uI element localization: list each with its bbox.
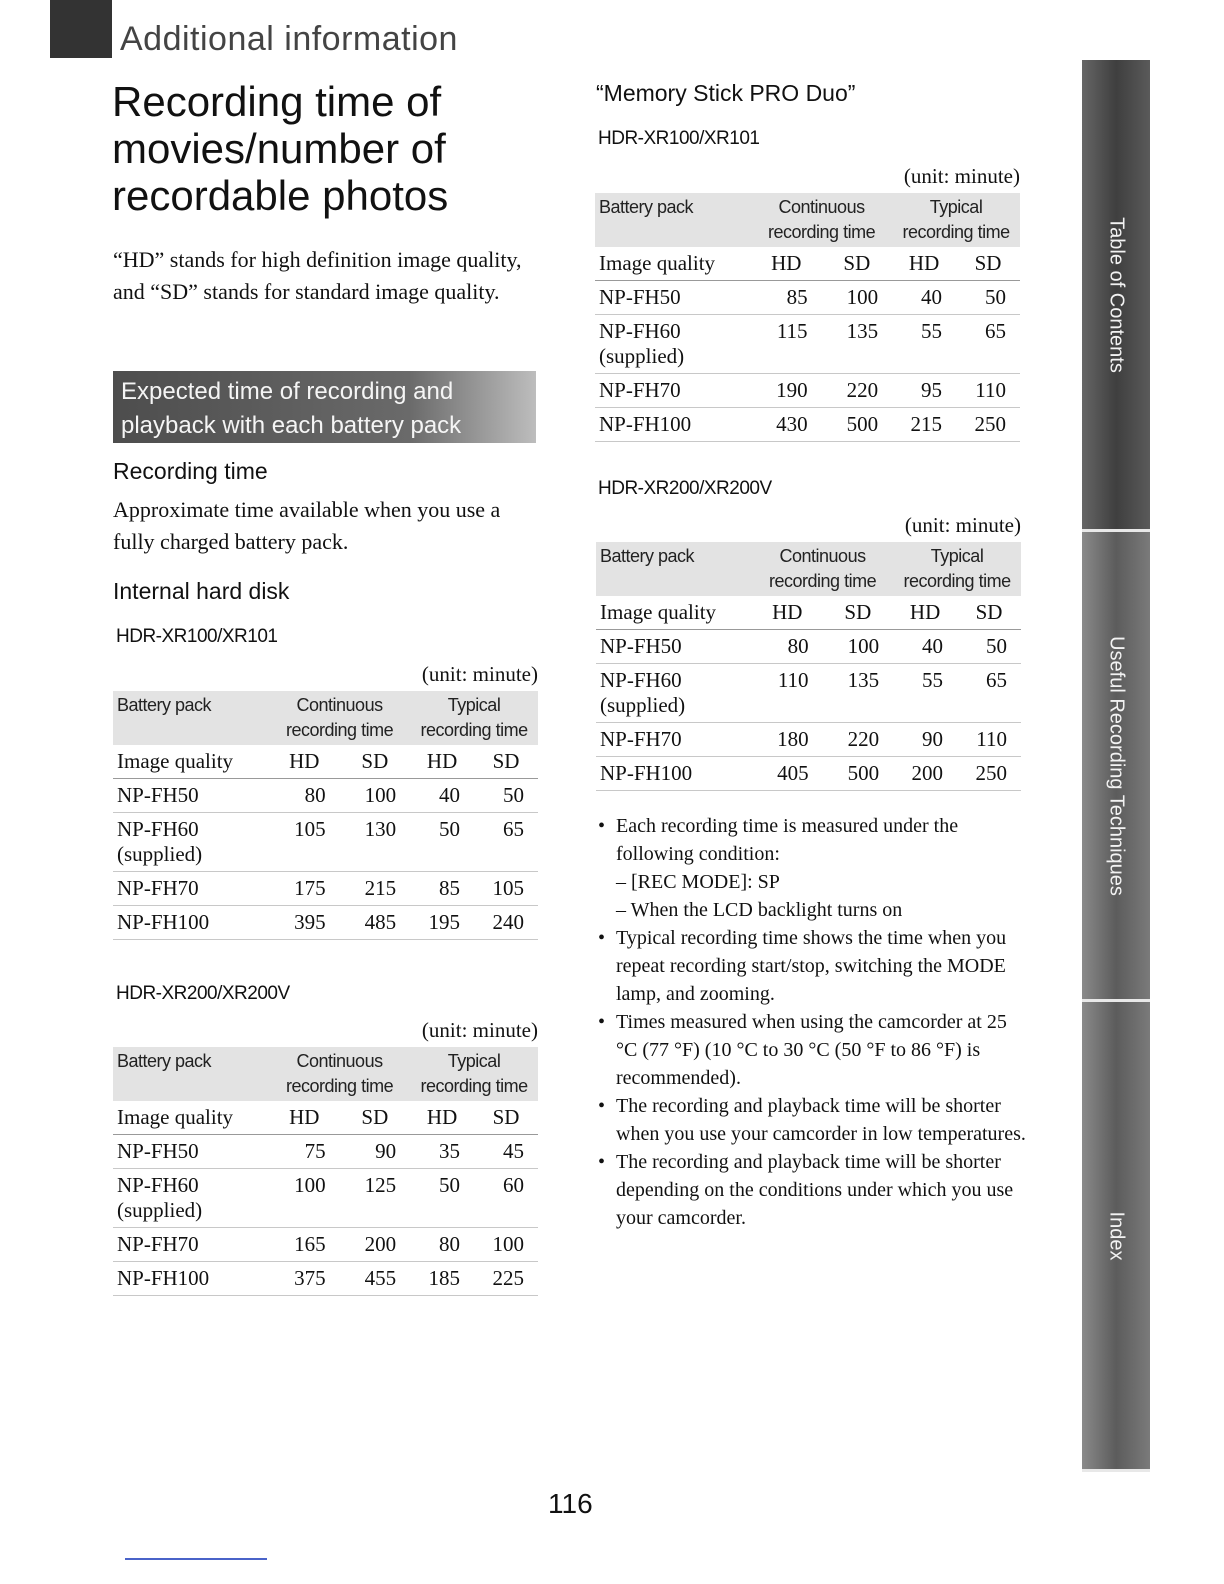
col-continuous: Continuous recording time: [269, 691, 410, 745]
notes-list: [596, 812, 1026, 1232]
model-heading: HDR-XR200/XR200V: [598, 478, 772, 499]
section-title: Additional information: [120, 20, 458, 58]
battery-name: NP-FH50: [113, 1135, 269, 1169]
typical-hd: 55: [892, 315, 956, 374]
table-header-row: [113, 691, 538, 745]
recording-time-heading: Recording time: [113, 458, 268, 484]
table-row: [595, 408, 1020, 442]
quality-sd: SD: [474, 745, 538, 779]
battery-name: NP-FH100: [113, 906, 269, 940]
col-battery-pack: Battery pack: [595, 193, 751, 247]
note-text: Each recording time is measured under the following condition:: [616, 815, 959, 865]
footer-rule: [125, 1558, 267, 1560]
continuous-hd: 80: [752, 630, 823, 664]
tab-table-of-contents[interactable]: [1082, 60, 1150, 532]
table-row: [113, 1135, 538, 1169]
quality-sd: SD: [822, 247, 893, 281]
typical-sd: 50: [956, 281, 1020, 315]
table-row: [596, 757, 1021, 791]
typical-sd: 50: [474, 779, 538, 813]
quality-sd: SD: [474, 1101, 538, 1135]
continuous-hd: 430: [751, 408, 822, 442]
intro-text: “HD” stands for high definition image quality, and “SD” stands for standard image quality.: [113, 247, 522, 304]
typical-sd: 240: [474, 906, 538, 940]
col-typical: Typical recording time: [410, 1047, 538, 1101]
tab-label: Useful Recording Techniques: [1105, 635, 1128, 896]
page-title: Recording time of movies/number of recordable photos: [112, 78, 449, 219]
col-continuous: Continuous recording time: [751, 193, 892, 247]
note-item: [596, 812, 1026, 924]
col-typical: Typical recording time: [892, 193, 1020, 247]
typical-hd: 40: [892, 281, 956, 315]
quality-label: Image quality: [596, 596, 752, 630]
continuous-hd: 405: [752, 757, 823, 791]
quality-hd: HD: [752, 596, 823, 630]
battery-name: NP-FH50: [596, 630, 752, 664]
quality-label: Image quality: [113, 1101, 269, 1135]
continuous-hd: 110: [752, 664, 823, 723]
internal-disk-heading: Internal hard disk: [113, 578, 290, 604]
continuous-sd: 100: [822, 281, 893, 315]
continuous-sd: 500: [822, 408, 893, 442]
typical-sd: 60: [474, 1169, 538, 1228]
page-number: 116: [548, 1488, 593, 1519]
battery-name: NP-FH100: [596, 757, 752, 791]
quality-hd: HD: [893, 596, 957, 630]
continuous-hd: 165: [269, 1228, 340, 1262]
typical-hd: 215: [892, 408, 956, 442]
battery-name: NP-FH70: [595, 374, 751, 408]
continuous-hd: 180: [752, 723, 823, 757]
typical-sd: 45: [474, 1135, 538, 1169]
battery-name: NP-FH70: [113, 872, 269, 906]
battery-name: NP-FH100: [113, 1262, 269, 1296]
battery-table: [595, 193, 1020, 442]
unit-note: (unit: minute): [904, 513, 1021, 537]
col-typical: Typical recording time: [410, 691, 538, 745]
continuous-hd: 175: [269, 872, 340, 906]
continuous-sd: 100: [340, 779, 411, 813]
continuous-sd: 200: [340, 1228, 411, 1262]
typical-hd: 50: [410, 1169, 474, 1228]
tab-useful-recording-techniques[interactable]: [1082, 532, 1150, 1002]
battery-name: NP-FH60 (supplied): [113, 1169, 269, 1228]
col-battery-pack: Battery pack: [113, 1047, 269, 1101]
typical-hd: 40: [410, 779, 474, 813]
continuous-sd: 135: [822, 315, 893, 374]
typical-sd: 110: [956, 374, 1020, 408]
note-sub-item: – When the LCD backlight turns on: [616, 899, 903, 921]
note-item: • The recording and playback time will be shorter when you use your camcorder in low temperatures.: [596, 1092, 1026, 1148]
typical-sd: 65: [957, 664, 1021, 723]
quality-sd: SD: [340, 745, 411, 779]
table-row: [113, 872, 538, 906]
note-item: • Times measured when using the camcorder at 25 °C (77 °F) (10 °C to 30 °C (50 °F to 86 °F) is recommended).: [596, 1008, 1026, 1092]
quality-hd: HD: [410, 1101, 474, 1135]
continuous-hd: 80: [269, 779, 340, 813]
col-battery-pack: Battery pack: [596, 542, 752, 596]
continuous-hd: 75: [269, 1135, 340, 1169]
quality-row: [113, 1101, 538, 1135]
table-header-row: [113, 1047, 538, 1101]
typical-hd: 195: [410, 906, 474, 940]
model-heading: HDR-XR100/XR101: [598, 128, 760, 149]
continuous-sd: 220: [822, 374, 893, 408]
typical-hd: 35: [410, 1135, 474, 1169]
typical-hd: 185: [410, 1262, 474, 1296]
tab-label: Table of Contents: [1105, 216, 1128, 373]
quality-row: [596, 596, 1021, 630]
continuous-hd: 395: [269, 906, 340, 940]
unit-note: (unit: minute): [421, 1018, 538, 1042]
quality-hd: HD: [892, 247, 956, 281]
typical-hd: 200: [893, 757, 957, 791]
table-row: [595, 315, 1020, 374]
table-row: [113, 1169, 538, 1228]
typical-hd: 40: [893, 630, 957, 664]
col-typical: Typical recording time: [893, 542, 1021, 596]
table-row: [596, 630, 1021, 664]
col-continuous: Continuous recording time: [752, 542, 893, 596]
continuous-sd: 485: [340, 906, 411, 940]
battery-name: NP-FH50: [595, 281, 751, 315]
typical-hd: 95: [892, 374, 956, 408]
typical-hd: 50: [410, 813, 474, 872]
table-row: [596, 723, 1021, 757]
quality-row: [595, 247, 1020, 281]
typical-sd: 105: [474, 872, 538, 906]
typical-hd: 55: [893, 664, 957, 723]
battery-name: NP-FH70: [596, 723, 752, 757]
continuous-hd: 190: [751, 374, 822, 408]
battery-table-block: [596, 513, 1021, 791]
quality-hd: HD: [269, 745, 340, 779]
tab-index[interactable]: [1082, 1002, 1150, 1472]
table-header-row: [595, 193, 1020, 247]
battery-table-block: [113, 662, 538, 940]
quality-sd: SD: [957, 596, 1021, 630]
table-row: [595, 374, 1020, 408]
table-row: [113, 1262, 538, 1296]
typical-sd: 250: [956, 408, 1020, 442]
typical-sd: 65: [474, 813, 538, 872]
battery-name: NP-FH100: [595, 408, 751, 442]
note-item: • Typical recording time shows the time when you repeat recording start/stop, switching the MODE lamp, and zooming.: [596, 924, 1026, 1008]
typical-sd: 110: [957, 723, 1021, 757]
section-marker: [50, 0, 112, 58]
section-banner: Expected time of recording and playback with each battery pack: [113, 371, 536, 443]
continuous-sd: 455: [340, 1262, 411, 1296]
unit-note: (unit: minute): [903, 164, 1020, 188]
battery-name: NP-FH60 (supplied): [113, 813, 269, 872]
table-row: [113, 1228, 538, 1262]
side-tab-bar: [1082, 60, 1150, 1472]
quality-sd: SD: [956, 247, 1020, 281]
continuous-sd: 90: [340, 1135, 411, 1169]
battery-table: [113, 1047, 538, 1296]
typical-sd: 225: [474, 1262, 538, 1296]
memory-stick-heading: “Memory Stick PRO Duo”: [596, 80, 856, 106]
battery-table: [113, 691, 538, 940]
continuous-sd: 100: [823, 630, 894, 664]
table-row: [113, 906, 538, 940]
table-row: [596, 664, 1021, 723]
continuous-sd: 220: [823, 723, 894, 757]
quality-label: Image quality: [595, 247, 751, 281]
model-heading: HDR-XR100/XR101: [116, 626, 278, 647]
continuous-sd: 135: [823, 664, 894, 723]
continuous-sd: 500: [823, 757, 894, 791]
continuous-hd: 375: [269, 1262, 340, 1296]
tab-label: Index: [1105, 1211, 1128, 1260]
typical-sd: 250: [957, 757, 1021, 791]
note-sub-item: – [REC MODE]: SP: [616, 871, 780, 893]
typical-sd: 100: [474, 1228, 538, 1262]
typical-hd: 80: [410, 1228, 474, 1262]
continuous-sd: 215: [340, 872, 411, 906]
model-heading: HDR-XR200/XR200V: [116, 983, 290, 1004]
quality-hd: HD: [751, 247, 822, 281]
quality-row: [113, 745, 538, 779]
battery-table: [596, 542, 1021, 791]
battery-name: NP-FH60 (supplied): [595, 315, 751, 374]
quality-hd: HD: [269, 1101, 340, 1135]
recording-time-description: Approximate time available when you use a fully charged battery pack.: [113, 497, 501, 554]
continuous-hd: 100: [269, 1169, 340, 1228]
table-header-row: [596, 542, 1021, 596]
typical-sd: 50: [957, 630, 1021, 664]
battery-name: NP-FH70: [113, 1228, 269, 1262]
battery-table-block: [113, 1018, 538, 1296]
continuous-sd: 125: [340, 1169, 411, 1228]
typical-sd: 65: [956, 315, 1020, 374]
table-row: [113, 779, 538, 813]
table-row: [113, 813, 538, 872]
note-item: • The recording and playback time will be shorter depending on the conditions under which you use your camcorder.: [596, 1148, 1026, 1232]
table-row: [595, 281, 1020, 315]
col-battery-pack: Battery pack: [113, 691, 269, 745]
col-continuous: Continuous recording time: [269, 1047, 410, 1101]
unit-note: (unit: minute): [421, 662, 538, 686]
continuous-hd: 85: [751, 281, 822, 315]
continuous-sd: 130: [340, 813, 411, 872]
battery-name: NP-FH60 (supplied): [596, 664, 752, 723]
battery-table-block: [595, 164, 1020, 442]
quality-sd: SD: [340, 1101, 411, 1135]
typical-hd: 90: [893, 723, 957, 757]
battery-name: NP-FH50: [113, 779, 269, 813]
quality-hd: HD: [410, 745, 474, 779]
typical-hd: 85: [410, 872, 474, 906]
continuous-hd: 105: [269, 813, 340, 872]
quality-sd: SD: [823, 596, 894, 630]
quality-label: Image quality: [113, 745, 269, 779]
continuous-hd: 115: [751, 315, 822, 374]
